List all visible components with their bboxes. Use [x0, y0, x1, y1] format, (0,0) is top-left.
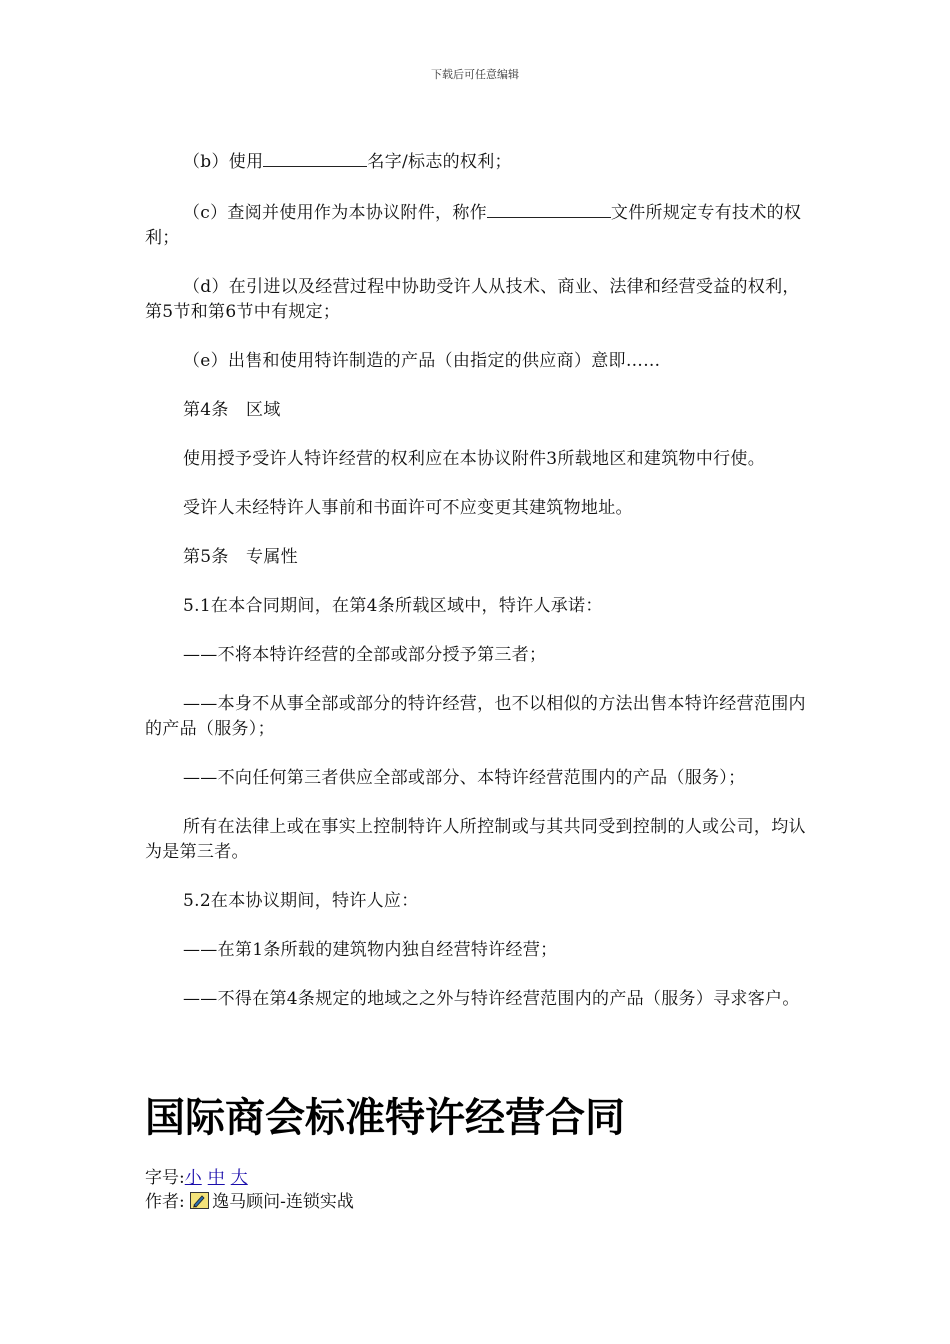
clause-c: （c）查阅并使用作为本协议附件，称作 文件所规定专有技术的权利；	[145, 199, 810, 251]
article-4-para-2: 受许人未经特许人事前和书面许可不应变更其建筑物地址。	[183, 498, 633, 518]
blank-line	[487, 199, 611, 218]
clause-d: （d）在引进以及经营过程中协助受许人从技术、商业、法律和经营受益的权利，第5节和第6节中有规定；	[145, 277, 800, 322]
page-title: 国际商会标准特许经营合同	[145, 1095, 625, 1141]
article-4-para-1: 使用授予受许人特许经营的权利应在本协议附件3所载地区和建筑物中行使。	[183, 449, 766, 469]
section-5-1-item-a: ——不将本特许经营的全部或部分授予第三者；	[183, 645, 547, 665]
font-size-row	[145, 1166, 354, 1190]
section-5-1: 5.1在本合同期间，在第4条所载区域中，特许人承诺：	[183, 596, 603, 616]
section-5-1-item-b: ——本身不从事全部或部分的特许经营，也不以相似的方法出售本特许经营范围内的产品（服务）；	[145, 694, 806, 739]
author-name[interactable]: 逸马顾问-连锁实战	[212, 1192, 354, 1212]
clause-e: （e）出售和使用特许制造的产品（由指定的供应商）意即……	[183, 351, 661, 371]
article-meta	[145, 1166, 354, 1214]
pencil-note-icon	[190, 1192, 209, 1209]
article-4-heading: 第4条 区域	[183, 400, 281, 420]
section-5-2: 5.2在本协议期间，特许人应：	[183, 891, 419, 911]
author-label: 作者:	[145, 1192, 185, 1212]
blank-line	[263, 148, 367, 167]
document-body	[145, 148, 810, 1036]
font-size-large-link[interactable]: 大	[230, 1168, 248, 1188]
clause-b: （b）使用 名字/标志的权利；	[145, 148, 810, 175]
section-5-1-note: 所有在法律上或在事实上控制特许人所控制或与其共同受到控制的人或公司，均认为是第三者。	[145, 817, 806, 862]
article-5-heading: 第5条 专属性	[183, 547, 298, 567]
font-size-medium-link[interactable]: 中	[207, 1168, 225, 1188]
section-5-2-item-a: ——在第1条所载的建筑物内独自经营特许经营；	[183, 940, 558, 960]
section-5-2-item-b: ——不得在第4条规定的地域之之外与特许经营范围内的产品（服务）寻求客户。	[183, 989, 800, 1009]
author-row	[145, 1190, 354, 1214]
section-5-1-item-c: ——不向任何第三者供应全部或部分、本特许经营范围内的产品（服务）；	[183, 768, 746, 788]
font-size-small-link[interactable]: 小	[184, 1168, 202, 1188]
font-size-label: 字号:	[145, 1168, 185, 1188]
page-header: 下载后可任意编辑	[431, 68, 519, 81]
